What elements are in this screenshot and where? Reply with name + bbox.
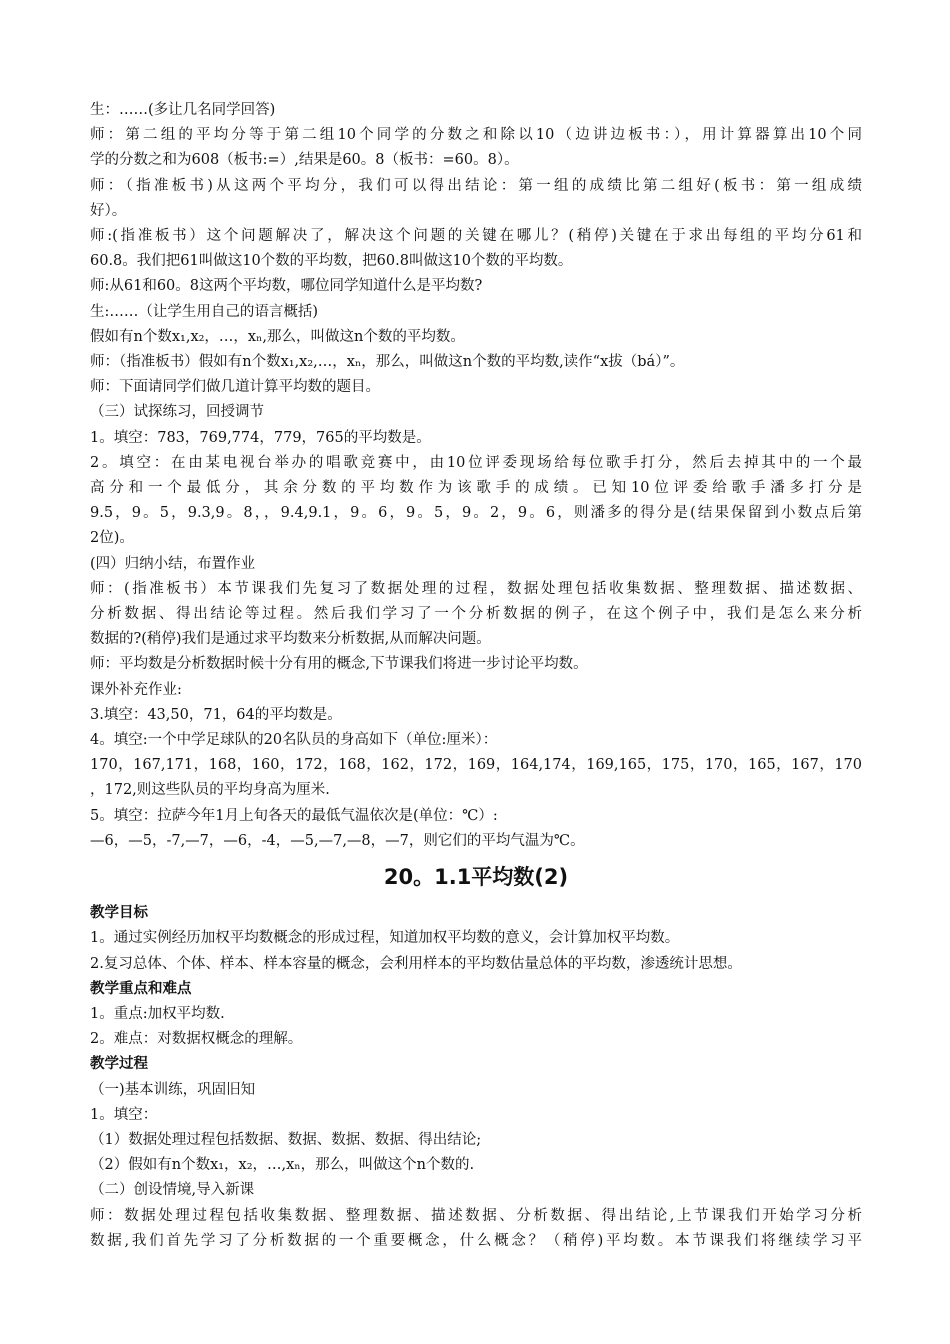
text-line: 生:……（让学生用自己的语言概括) [90, 303, 319, 320]
text-line: 数据的?(稍停)我们是通过求平均数来分析数据,从而解决问题。 [90, 631, 491, 648]
text-line: 师：第二组的平均分等于第二组10个同学的分数之和除以10（边讲边板书：），用计算器算出10个同 [90, 127, 862, 144]
text-line: （二）创设情境,导入新课 [90, 1182, 255, 1199]
text-line: 数据,我们首先学习了分析数据的一个重要概念，什么概念？（稍停)平均数。本节课我们将继续学习平 [90, 1232, 862, 1249]
text-line: 假如有n个数x₁,x₂，…，xₙ,那么，叫做这n个数的平均数。 [90, 328, 465, 345]
text-line: 分析数据、得出结论等过程。然后我们学习了一个分析数据的例子，在这个例子中，我们是怎么来分析 [90, 606, 862, 623]
text-line: 4。填空:一个中学足球队的20名队员的身高如下（单位:厘米）： [90, 732, 498, 749]
text-line: （一)基本训练，巩固旧知 [90, 1081, 256, 1098]
text-line: 170，167,171，168，160，172，168，162，172，169，164,174，169,165，175，170，165，167，170 [90, 757, 862, 774]
text-line: 2。填空：在由某电视台举办的唱歌竞赛中，由10位评委现场给每位歌手打分，然后去掉其中的一个最 [90, 454, 862, 471]
text-line: 师：（指准板书）假如有n个数x₁,x₂,…，xₙ，那么，叫做这n个数的平均数,读作“x拔（bá）”。 [90, 354, 685, 371]
document-page [90, 98, 862, 1254]
text-line: （2）假如有n个数x₁，x₂，…,xₙ，那么，叫做这个n个数的. [90, 1157, 475, 1174]
text-line: 师：平均数是分析数据时候十分有用的概念,下节课我们将进一步讨论平均数。 [90, 656, 588, 673]
text-line: （1）数据处理过程包括数据、数据、数据、数据、得出结论; [90, 1131, 482, 1148]
text-line: 师：下面请同学们做几道计算平均数的题目。 [90, 379, 380, 396]
section-part2 [90, 901, 862, 1254]
text-line: 2位)。 [90, 530, 134, 547]
text-line: 课外补充作业: [90, 681, 182, 698]
text-line: 2。难点：对数据权概念的理解。 [90, 1031, 303, 1048]
section-part1 [90, 98, 862, 854]
text-line: —6，—5，-7,—7，—6，-4，—5,—7,—8，—7，则它们的平均气温为℃。 [90, 832, 585, 849]
text-line: 师：（指准板书)从这两个平均分，我们可以得出结论：第一组的成绩比第二组好(板书：第一组成绩 [90, 177, 862, 194]
text-line: （三）试探练习，回授调节 [90, 404, 264, 421]
text-line: 9.5，9。5，9.3,9。8，，9.4,9.1，9。6，9。5，9。2，9。6，则潘多的得分是(结果保留到小数点后第 [90, 505, 862, 522]
text-line: 1。填空：783，769,774，779，765的平均数是。 [90, 429, 431, 446]
text-line: 5。填空：拉萨今年1月上旬各天的最低气温依次是(单位：℃）: [90, 807, 498, 824]
text-line: (四）归纳小结，布置作业 [90, 555, 256, 572]
section-heading: 20。1.1平均数(2) [383, 865, 569, 890]
text-line: 高分和一个最低分，其余分数的平均数作为该歌手的成绩。已知10位评委给歌手潘多打分是 [90, 480, 862, 497]
section-subheading: 教学目标 [90, 905, 148, 922]
text-line: 生：……(多让几名同学回答) [90, 102, 276, 118]
section-subheading: 教学过程 [90, 1056, 148, 1073]
text-line: 1。填空： [90, 1106, 158, 1123]
text-line: 60.8。我们把61叫做这10个数的平均数，把60.8叫做这10个数的平均数。 [90, 253, 573, 270]
text-line: 2.复习总体、个体、样本、样本容量的概念，会利用样本的平均数估量总体的平均数，渗透统计思想。 [90, 955, 742, 972]
text-line: 1。重点:加权平均数. [90, 1005, 225, 1022]
text-line: 学的分数之和为608（板书:=）,结果是60。8（板书：=60。8）。 [90, 152, 519, 169]
text-line: 师：数据处理过程包括收集数据、整理数据、描述数据、分析数据、得出结论,上节课我们开始学习分析 [90, 1207, 862, 1224]
text-line: 师:(指准板书）这个问题解决了，解决这个问题的关键在哪儿？(稍停)关键在于求出每组的平均分61和 [90, 228, 862, 245]
text-line: ，172,则这些队员的平均身高为厘米. [90, 782, 330, 799]
text-line: 1。通过实例经历加权平均数概念的形成过程，知道加权平均数的意义，会计算加权平均数。 [90, 930, 680, 947]
text-line: 好）。 [90, 202, 127, 219]
text-line: 师:从61和60。8这两个平均数，哪位同学知道什么是平均数? [90, 278, 483, 295]
text-line: 3.填空：43,50，71，64的平均数是。 [90, 706, 342, 723]
text-line: 师：(指准板书）本节课我们先复习了数据处理的过程，数据处理包括收集数据、整理数据、描述数据、 [90, 580, 862, 597]
section-subheading: 教学重点和难点 [90, 980, 192, 997]
